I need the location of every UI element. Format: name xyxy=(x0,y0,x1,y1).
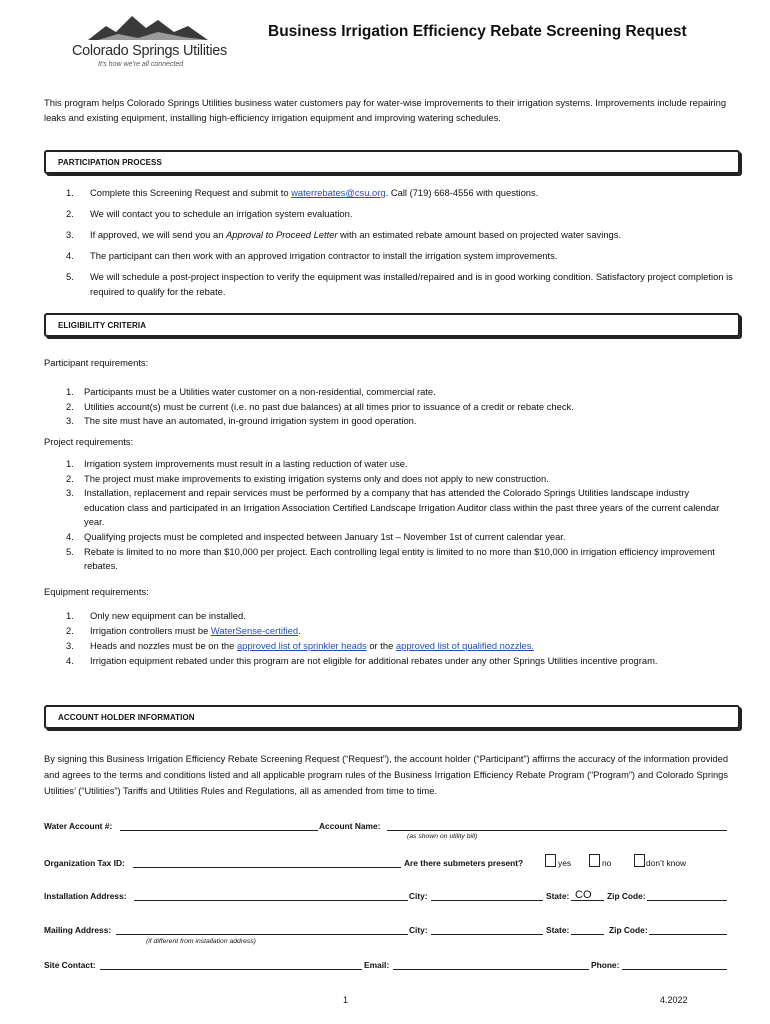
section-header-account xyxy=(44,705,740,729)
step-text: If approved, we will send you an xyxy=(90,229,227,240)
section-title: PARTICIPATION PROCESS xyxy=(58,158,162,167)
item-text: Utilities account(s) must be current (i.e. no past due balances) at all times prior to issuance of a credit or rebate check. xyxy=(84,400,574,412)
item-text: Irrigation system improvements must result in a lasting reduction of water use. xyxy=(84,458,408,469)
dont-know-checkbox[interactable] xyxy=(634,854,645,867)
water-account-label: Water Account #: xyxy=(44,821,113,831)
site-contact-field[interactable] xyxy=(100,969,362,970)
mailing-note: (if different from installation address) xyxy=(146,938,256,945)
list-item xyxy=(66,472,726,487)
install-zip-field[interactable] xyxy=(647,900,727,901)
list-item xyxy=(66,227,738,242)
list-item xyxy=(66,486,726,530)
step-text: with an estimated rebate amount based on projected water savings. xyxy=(337,229,622,240)
email-label: Email: xyxy=(364,960,390,970)
step-text: Complete this Screening Request and submit to xyxy=(90,187,292,198)
participation-steps xyxy=(66,185,738,299)
no-checkbox[interactable] xyxy=(589,854,600,867)
page-title: Business Irrigation Efficiency Rebate Screening Request xyxy=(268,23,687,40)
step-italic-text: Approval to Proceed Letter xyxy=(226,229,338,240)
list-item xyxy=(66,269,738,299)
item-number: 4. xyxy=(66,655,74,666)
step-text: The participant can then work with an approved irrigation contractor to install the irrigation system improvements. xyxy=(90,250,558,261)
step-text: We will contact you to schedule an irrigation system evaluation. xyxy=(90,208,353,219)
item-number: 1. xyxy=(66,386,74,397)
account-name-label: Account Name: xyxy=(319,821,381,831)
item-text: Only new equipment can be installed. xyxy=(90,610,246,621)
list-item xyxy=(66,530,726,545)
item-text: Heads and nozzles must be on the xyxy=(90,640,237,651)
section-title: ELIGIBILITY CRITERIA xyxy=(58,321,147,330)
item-number: 2. xyxy=(66,472,74,484)
item-number: 5. xyxy=(66,545,74,557)
city-label: City: xyxy=(409,891,428,901)
item-text: The project must make improvements to existing irrigation systems only and does not apply to new construction. xyxy=(84,472,549,484)
step-number: 3. xyxy=(66,229,74,240)
project-heading: Project requirements: xyxy=(44,436,134,447)
mountain-logo-icon xyxy=(88,12,208,42)
yes-checkbox[interactable] xyxy=(545,854,556,867)
install-city-field[interactable] xyxy=(431,900,543,901)
phone-field[interactable] xyxy=(622,969,727,970)
list-item xyxy=(66,400,726,415)
item-number: 3. xyxy=(66,487,74,499)
zip-label: Zip Code: xyxy=(609,925,648,935)
item-text: Installation, replacement and repair services must be performed by a company that has attended the Colorado Springs Utilities landscape industry education class and participated in an Irrigation Association Certified Landscape Irrigation Auditor class within the past three years of the current calendar year. xyxy=(84,487,720,528)
list-item xyxy=(66,206,738,221)
step-text: We will schedule a post-project inspection to verify the equipment was installed/repaired and is in good working condition. Satisfactory project completion is required to qualify for the rebate. xyxy=(90,271,733,297)
item-number: 3. xyxy=(66,640,74,651)
item-number: 4. xyxy=(66,530,74,542)
section-title: ACCOUNT HOLDER INFORMATION xyxy=(58,713,195,722)
revision-date: 4.2022 xyxy=(660,995,688,1005)
submeters-label: Are there submeters present? xyxy=(404,858,524,868)
install-address-label: Installation Address: xyxy=(44,891,127,901)
step-number: 1. xyxy=(66,187,74,198)
mailing-address-label: Mailing Address: xyxy=(44,925,112,935)
zip-label: Zip Code: xyxy=(607,891,646,901)
project-requirements xyxy=(66,457,726,574)
step-number: 4. xyxy=(66,250,74,261)
mailing-address-field[interactable] xyxy=(116,934,408,935)
nozzles-link[interactable]: approved list of qualified nozzles. xyxy=(395,640,535,651)
list-item xyxy=(66,545,726,574)
dont-know-option-label: don’t know xyxy=(646,858,687,868)
state-label: State: xyxy=(546,891,570,901)
utility-logo xyxy=(66,10,226,74)
mailing-state-field[interactable] xyxy=(571,934,604,935)
list-item xyxy=(66,185,738,200)
item-text: or the xyxy=(366,640,396,651)
step-number: 2. xyxy=(66,208,74,219)
list-item xyxy=(66,638,738,653)
item-text: The site must have an automated, in-ground irrigation system in good operation. xyxy=(84,415,417,427)
item-number: 3. xyxy=(66,415,74,427)
section-header-eligibility xyxy=(44,313,740,337)
email-link[interactable]: waterrebates@csu.org xyxy=(291,187,386,198)
list-item xyxy=(66,457,726,472)
item-text: Irrigation equipment rebated under this program are not eligible for additional rebates under any other Springs Utilities incentive program. xyxy=(90,655,658,666)
step-text: . Call (719) 668-4556 with questions. xyxy=(385,187,539,198)
tax-id-label: Organization Tax ID: xyxy=(44,858,125,868)
state-value: CO xyxy=(575,889,592,901)
equipment-heading: Equipment requirements: xyxy=(44,586,149,597)
yes-option-label: yes xyxy=(558,858,572,868)
logo-brand-name: Colorado Springs Utilities xyxy=(72,43,227,59)
item-text: Qualifying projects must be completed and inspected between January 1st – November 1st of current calendar year. xyxy=(84,530,566,542)
section-header-participation xyxy=(44,150,740,174)
item-number: 1. xyxy=(66,610,74,621)
sprinkler-heads-link[interactable]: approved list of sprinkler heads xyxy=(236,640,367,651)
participant-heading: Participant requirements: xyxy=(44,357,149,368)
list-item xyxy=(66,248,738,263)
list-item xyxy=(66,608,738,623)
intro-paragraph: This program helps Colorado Springs Utilities business water customers pay for water-wise improvements to their irrigation systems. Improvements include repairing leaks and existing equipment, installing high-efficiency irrigation equipment and improving watering schedules. xyxy=(44,97,727,123)
page-number: 1 xyxy=(343,995,349,1005)
water-account-field[interactable] xyxy=(120,830,318,831)
mailing-zip-field[interactable] xyxy=(649,934,727,935)
logo-tagline: It's how we're all connected xyxy=(98,61,184,68)
item-text: Participants must be a Utilities water customer on a non-residential, commercial rate. xyxy=(84,386,436,397)
signing-statement: By signing this Business Irrigation Efficiency Rebate Screening Request (“Request”), the account holder (“Participant”) affirms the accuracy of the information provided and agrees to the terms and conditions listed and all applicable program rules of the Business Irrigation Efficiency Rebate Program (“Program”) and Colorado Springs Utilities’ (“Utilities”) Tariffs and Utilities Rules and Regulations, all as amended from time to time. xyxy=(44,754,728,796)
item-number: 1. xyxy=(66,458,74,469)
account-name-note: (as shown on utility bill) xyxy=(407,833,478,840)
item-text: Irrigation controllers must be xyxy=(90,625,211,636)
list-item xyxy=(66,414,726,429)
equipment-requirements xyxy=(66,608,738,668)
list-item xyxy=(66,623,738,638)
no-option-label: no xyxy=(602,858,612,868)
list-item xyxy=(66,385,726,400)
mailing-city-field[interactable] xyxy=(431,934,543,935)
watersense-link[interactable]: WaterSense-certified xyxy=(210,625,299,636)
phone-label: Phone: xyxy=(591,960,620,970)
step-number: 5. xyxy=(66,271,74,282)
participant-requirements xyxy=(66,385,726,429)
email-field[interactable] xyxy=(393,969,589,970)
site-contact-label: Site Contact: xyxy=(44,960,96,970)
item-text: . xyxy=(298,625,301,636)
item-text: Rebate is limited to no more than $10,000 per project. Each controlling legal entity is limited to no more than $10,000 in irrigation efficiency improvement rebates. xyxy=(84,545,715,572)
account-name-field[interactable] xyxy=(387,830,727,831)
city-label: City: xyxy=(409,925,428,935)
list-item xyxy=(66,653,738,668)
tax-id-field[interactable] xyxy=(133,867,401,868)
install-address-field[interactable] xyxy=(134,900,408,901)
item-number: 2. xyxy=(66,400,74,412)
item-number: 2. xyxy=(66,625,74,636)
state-label: State: xyxy=(546,925,570,935)
